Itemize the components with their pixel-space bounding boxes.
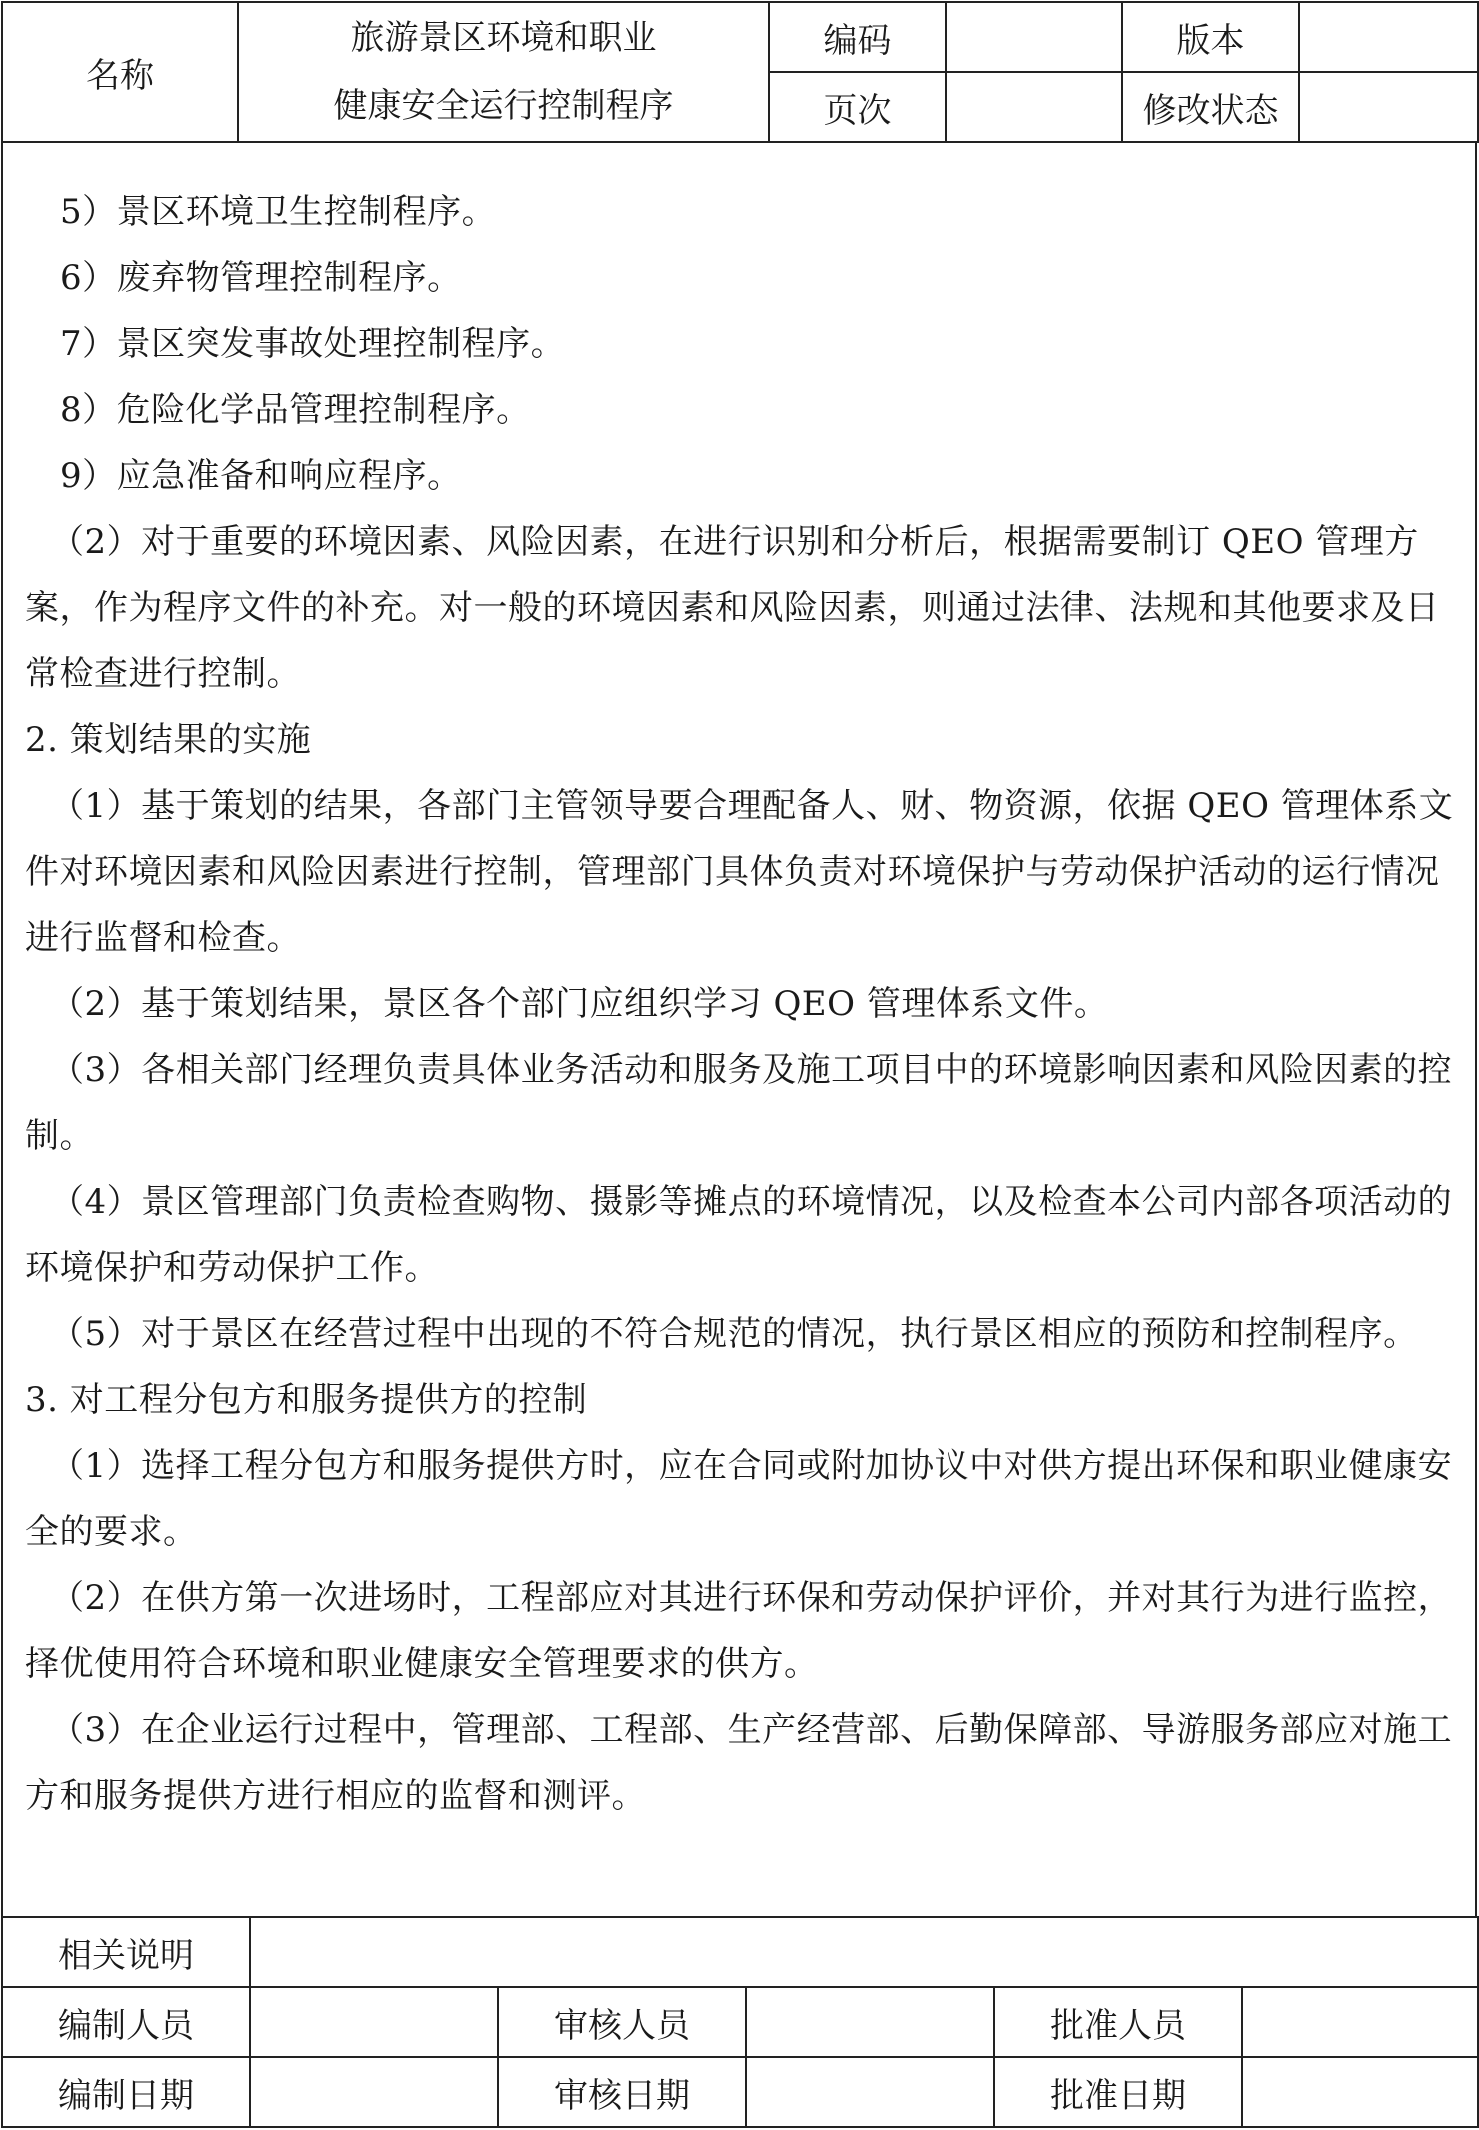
author-date-value [250,2057,498,2127]
version-label: 版本 [1122,2,1299,72]
revision-value [1299,72,1478,142]
paragraph: （2）基于策划结果，景区各个部门应组织学习 QEO 管理体系文件。 [50,984,1109,1024]
paragraph: （2）对于重要的环境因素、风险因素，在进行识别和分析后，根据需要制订 QEO 管理方案，作为程序文件的补充。对一般的环境因素和风险因素，则通过法律、法规和其他要求及日常检查进行控制。 [25,522,1440,694]
version-value [1299,2,1478,72]
body-content [25,179,1465,1829]
approve-date-value [1242,2057,1478,2127]
header-table [1,1,1479,143]
document-name [238,2,769,142]
reviewer-value [746,1987,994,2057]
paragraph: （1）基于策划的结果，各部门主管领导要合理配备人、财、物资源，依据 QEO 管理体系文件对环境因素和风险因素进行控制，管理部门具体负责对环境保护与劳动保护活动的运行情况进行监督和检查。 [25,786,1454,958]
paragraph: （1）选择工程分包方和服务提供方时，应在合同或附加协议中对供方提出环保和职业健康安全的要求。 [25,1446,1453,1552]
notes-label: 相关说明 [2,1917,250,1987]
list-item: 9）应急准备和响应程序。 [60,456,462,496]
list-item: 6）废弃物管理控制程序。 [60,258,462,298]
reviewer-label: 审核人员 [498,1987,746,2057]
author-date-label: 编制日期 [2,2057,250,2127]
document-body [1,141,1477,1916]
revision-label: 修改状态 [1122,72,1299,142]
list-item: 5）景区环境卫生控制程序。 [60,192,497,232]
paragraph: （5）对于景区在经营过程中出现的不符合规范的情况，执行景区相应的预防和控制程序。 [50,1314,1418,1354]
approver-label: 批准人员 [994,1987,1242,2057]
list-item: 7）景区突发事故处理控制程序。 [60,324,566,364]
author-label: 编制人员 [2,1987,250,2057]
document-name-line1: 旅游景区环境和职业 [350,18,657,58]
approve-date-label: 批准日期 [994,2057,1242,2127]
page-value [946,72,1122,142]
code-label: 编码 [769,2,946,72]
review-date-label: 审核日期 [498,2057,746,2127]
code-value [946,2,1122,72]
section-heading: 2. 策划结果的实施 [25,720,312,760]
paragraph: （2）在供方第一次进场时，工程部应对其进行环保和劳动保护评价，并对其行为进行监控，择优使用符合环境和职业健康安全管理要求的供方。 [25,1578,1453,1684]
document-name-line2: 健康安全运行控制程序 [333,86,674,126]
list-item: 8）危险化学品管理控制程序。 [60,390,531,430]
paragraph: （4）景区管理部门负责检查购物、摄影等摊点的环境情况，以及检查本公司内部各项活动的环境保护和劳动保护工作。 [25,1182,1453,1288]
paragraph: （3）各相关部门经理负责具体业务活动和服务及施工项目中的环境影响因素和风险因素的控制。 [25,1050,1453,1156]
approver-value [1242,1987,1478,2057]
notes-value [250,1917,1478,1987]
paragraph: （3）在企业运行过程中，管理部、工程部、生产经营部、后勤保障部、导游服务部应对施工方和服务提供方进行相应的监督和测评。 [25,1710,1453,1816]
name-label: 名称 [2,2,238,142]
page-label: 页次 [769,72,946,142]
author-value [250,1987,498,2057]
footer-table [1,1916,1479,2128]
review-date-value [746,2057,994,2127]
section-heading: 3. 对工程分包方和服务提供方的控制 [25,1380,588,1420]
